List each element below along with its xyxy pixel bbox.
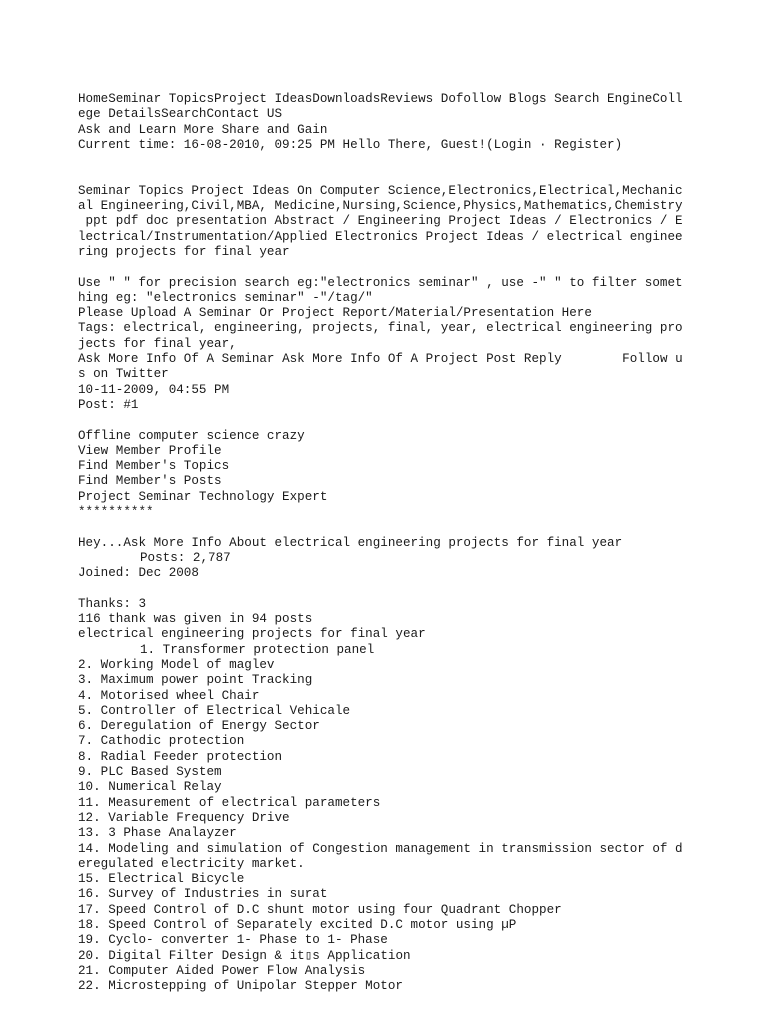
nav-links-line-1[interactable]: HomeSeminar TopicsProject IdeasDownloadsReviews Dofollow Blogs Search EngineColl [78,92,683,106]
action-links [78,352,693,367]
user-title: Project Seminar Technology Expert [78,489,328,504]
list-item: 17. Speed Control of D.C shunt motor using four Quadrant Chopper [78,902,562,917]
list-item: 19. Cyclo- converter 1- Phase to 1- Phase [78,933,388,948]
upload-link[interactable]: Please Upload A Seminar Or Project Report/Material/Presentation Here [78,306,592,321]
list-item: 7. Cathodic protection [78,734,245,749]
list-item: 22. Microstepping of Unipolar Stepper Motor [78,979,403,994]
register-link[interactable]: Register [554,137,615,152]
search-help-text: Use " " for precision search eg:"electronics seminar" , use -" " to filter somet [78,275,683,290]
follow-twitter-link[interactable]: Follow u [622,352,683,367]
list-item: 3. Maximum power point Tracking [78,673,313,688]
tags-line: jects for final year, [78,336,237,351]
login-link[interactable]: Login [493,137,532,152]
list-item: 6. Deregulation of Energy Sector [78,719,320,734]
project-list [78,643,693,995]
list-item: 20. Digital Filter Design & it▯s Application [78,948,411,963]
status-line [78,138,693,153]
status-separator: · [531,137,555,152]
view-profile-link[interactable]: View Member Profile [78,443,222,458]
list-item: 8. Radial Feeder protection [78,749,283,764]
list-item: 11. Measurement of electrical parameters [78,795,381,810]
breadcrumb-line[interactable]: al Engineering,Civil,MBA, Medicine,Nursing,Science,Physics,Mathematics,Chemistry [78,199,683,214]
list-item: 16. Survey of Industries in surat [78,887,328,902]
list-item: 18. Speed Control of Separately excited D.C motor using µP [78,918,517,933]
list-item: 1. Transformer protection panel [140,642,375,657]
find-topics-link[interactable]: Find Member's Topics [78,459,230,474]
ask-more-info-link[interactable]: Hey...Ask More Info About electrical engineering projects for final year [78,535,623,550]
post-reply-button[interactable]: Post Reply [486,352,562,367]
list-item: 12. Variable Frequency Drive [78,810,290,825]
list-item: 4. Motorised wheel Chair [78,688,260,703]
list-item: 21. Computer Aided Power Flow Analysis [78,963,366,978]
post-date: 10-11-2009, 04:55 PM [78,382,230,397]
thanks-count: Thanks: 3 [78,596,147,611]
list-item: 13. 3 Phase Analayzer [78,826,237,841]
status-close: ) [614,137,623,152]
find-posts-link[interactable]: Find Member's Posts [78,474,222,489]
joined-date: Joined: Dec 2008 [78,566,199,581]
breadcrumb-line[interactable]: ring projects for final year [78,244,290,259]
thanks-given: 116 thank was given in 94 posts [78,612,313,627]
posts-count: Posts: 2,787 [140,550,231,565]
breadcrumb-line[interactable]: lectrical/Instrumentation/Applied Electronics Project Ideas / electrical enginee [78,229,683,244]
post-heading: electrical engineering projects for final year [78,627,426,642]
current-time-text: Current time: 16-08-2010, 09:25 PM Hello There, Guest!( [78,137,494,152]
search-help-text: hing eg: "electronics seminar" -"/tag/" [78,290,373,305]
ask-project-link[interactable]: Ask More Info Of A Project [282,352,479,367]
breadcrumb-line[interactable]: ppt pdf doc presentation Abstract / Engineering Project Ideas / Electronics / E [78,214,683,229]
breadcrumb[interactable] [78,184,693,260]
ask-seminar-link[interactable]: Ask More Info Of A Seminar [78,352,275,367]
list-item: eregulated electricity market. [78,856,305,871]
tags-line: Tags: electrical, engineering, projects, final, year, electrical engineering pro [78,321,683,336]
follow-twitter-link-cont[interactable]: s on Twitter [78,367,169,382]
breadcrumb-line[interactable]: Seminar Topics Project Ideas On Computer Science,Electronics,Electrical,Mechanic [78,183,683,198]
list-item: 2. Working Model of maglev [78,657,275,672]
list-item: 10. Numerical Relay [78,780,222,795]
author-name: Offline computer science crazy [78,428,305,443]
post-number-link[interactable]: Post: #1 [78,397,139,412]
list-item: 5. Controller of Electrical Vehicale [78,703,351,718]
nav-links-line-2[interactable]: ege DetailsSearchContact US [78,107,283,122]
page-content [78,92,693,995]
rating-stars: ********** [78,505,154,520]
list-item: 9. PLC Based System [78,765,222,780]
site-tagline: Ask and Learn More Share and Gain [78,122,328,137]
list-item: 14. Modeling and simulation of Congestion management in transmission sector of d [78,841,683,856]
list-item: 15. Electrical Bicycle [78,872,245,887]
